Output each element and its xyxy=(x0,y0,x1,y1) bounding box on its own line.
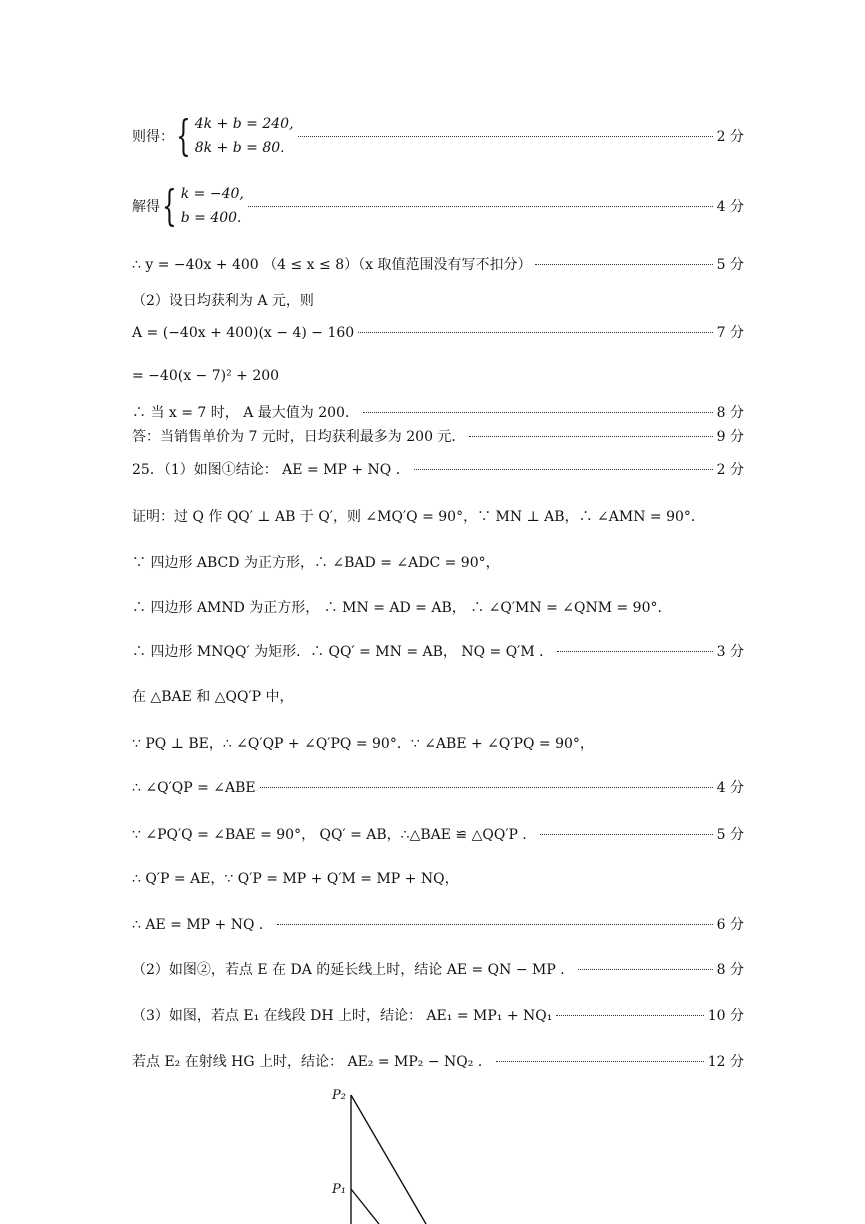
line-text: 答：当销售单价为 7 元时，日均获利最多为 200 元． xyxy=(132,429,466,445)
point-label-p2: P₂ xyxy=(332,1088,346,1103)
line-text: A = (−40x + 400)(x − 4) − 160 xyxy=(132,325,355,341)
line-text: 在 △BAE 和 △QQ′P 中， xyxy=(132,689,294,705)
line-text: 25．（1）如图①结论： AE = MP + NQ ． xyxy=(132,462,410,478)
solution-line xyxy=(132,506,744,526)
solution-line xyxy=(132,641,744,661)
figure-svg xyxy=(330,1085,450,1224)
leader-dots xyxy=(578,969,712,970)
equation-system-1 xyxy=(132,112,744,160)
solution-line xyxy=(132,733,744,753)
solution-line xyxy=(132,597,744,617)
line-text: （2）如图②，若点 E 在 DA 的延长线上时，结论 AE = QN − MP ． xyxy=(132,962,575,978)
leader-dots xyxy=(248,206,713,207)
leader-dots xyxy=(277,924,713,925)
leader-dots xyxy=(298,136,713,137)
line-text: = −40(x − 7)² + 200 xyxy=(132,368,280,384)
point-label-p1: P₁ xyxy=(332,1182,346,1197)
solution-line xyxy=(132,868,744,888)
system-equations xyxy=(181,182,244,230)
line-text: ∴ AE = MP + NQ ． xyxy=(132,917,273,933)
line-text: （3）如图，若点 E₁ 在线段 DH 上时，结论： AE₁ = MP₁ + NQ₁ xyxy=(132,1008,553,1024)
solution-line xyxy=(132,402,744,422)
leader-dots xyxy=(260,787,713,788)
score: 7 分 xyxy=(716,325,744,341)
line-text: ∵ 四边形 ABCD 为正方形，∴ ∠BAD = ∠ADC = 90°， xyxy=(132,555,500,571)
brace-icon: { xyxy=(176,111,191,160)
leader-dots xyxy=(557,651,712,652)
score: 5 分 xyxy=(716,827,744,843)
score: 9 分 xyxy=(716,429,744,445)
leader-dots xyxy=(540,834,712,835)
brace-icon: { xyxy=(162,181,177,230)
score: 8 分 xyxy=(716,405,744,421)
diagonal-line-p2 xyxy=(351,1095,426,1224)
score: 8 分 xyxy=(716,962,744,978)
solution-line xyxy=(132,426,744,446)
line-text: 若点 E₂ 在射线 HG 上时，结论： AE₂ = MP₂ − NQ₂ ． xyxy=(132,1054,492,1070)
system-label: 则得： xyxy=(132,129,174,145)
score: 5 分 xyxy=(716,257,744,273)
line-text: ∴ 四边形 AMND 为正方形， ∴ MN = AD = AB， ∴ ∠Q′MN = ∠QNM = 90°． xyxy=(132,600,672,616)
leader-dots xyxy=(358,332,712,333)
geometry-figure xyxy=(330,1085,450,1224)
line-text: ∴ Q′P = AE，∵ Q′P = MP + Q′M = MP + NQ， xyxy=(132,871,459,887)
solution-line xyxy=(132,686,744,706)
score: 4 分 xyxy=(716,199,744,215)
score: 2 分 xyxy=(716,129,744,145)
equation: 8k + b = 80. xyxy=(194,140,285,156)
line-text: ∴ ∠Q′QP = ∠ABE xyxy=(132,780,256,796)
score: 4 分 xyxy=(716,780,744,796)
score: 12 分 xyxy=(707,1054,744,1070)
score: 10 分 xyxy=(707,1008,744,1024)
line-text: 证明：过 Q 作 QQ′ ⊥ AB 于 Q′，则 ∠MQ′Q = 90°，∵ MN ⊥ AB，∴ ∠AMN = 90°． xyxy=(132,509,705,525)
solution-line xyxy=(132,368,744,384)
equation: k = −40, xyxy=(180,186,244,202)
diagonal-line-p1 xyxy=(351,1189,379,1224)
equation: 4k + b = 240, xyxy=(194,116,294,132)
system-equations xyxy=(195,112,294,160)
line-text: ∵ ∠PQ′Q = ∠BAE = 90°， QQ′ = AB，∴△BAE ≌ △QQ′P ． xyxy=(132,827,537,843)
leader-dots xyxy=(496,1061,704,1062)
leader-dots xyxy=(556,1015,703,1016)
solution-line xyxy=(132,1005,744,1025)
system-label: 解得 xyxy=(132,199,160,215)
solution-line xyxy=(132,254,744,274)
solution-line xyxy=(132,824,744,844)
score: 2 分 xyxy=(716,462,744,478)
solution-line xyxy=(132,914,744,934)
solution-line xyxy=(132,322,744,342)
leader-dots xyxy=(469,436,712,437)
score: 3 分 xyxy=(716,644,744,660)
solution-line xyxy=(132,290,744,310)
solution-line xyxy=(132,552,744,572)
solution-line xyxy=(132,777,744,797)
equation-system-2 xyxy=(132,182,744,230)
score: 6 分 xyxy=(716,917,744,933)
line-text: ∴ 四边形 MNQQ′ 为矩形．∴ QQ′ = MN = AB， NQ = Q′M ． xyxy=(132,644,554,660)
equation: b = 400. xyxy=(180,210,242,226)
line-text: （2）设日均获利为 A 元，则 xyxy=(132,293,314,309)
leader-dots xyxy=(535,264,712,265)
leader-dots xyxy=(363,412,713,413)
solution-line xyxy=(132,459,744,479)
line-text: ∵ PQ ⊥ BE，∴ ∠Q′QP + ∠Q′PQ = 90°．∵ ∠ABE + ∠Q′PQ = 90°， xyxy=(132,736,594,752)
solution-line xyxy=(132,959,744,979)
solution-line xyxy=(132,1051,744,1071)
leader-dots xyxy=(414,469,713,470)
line-text: ∴ 当 x = 7 时， A 最大值为 200． xyxy=(132,405,359,421)
line-text: ∴ y = −40x + 400 （4 ≤ x ≤ 8）（x 取值范围没有写不扣分） xyxy=(132,257,532,273)
